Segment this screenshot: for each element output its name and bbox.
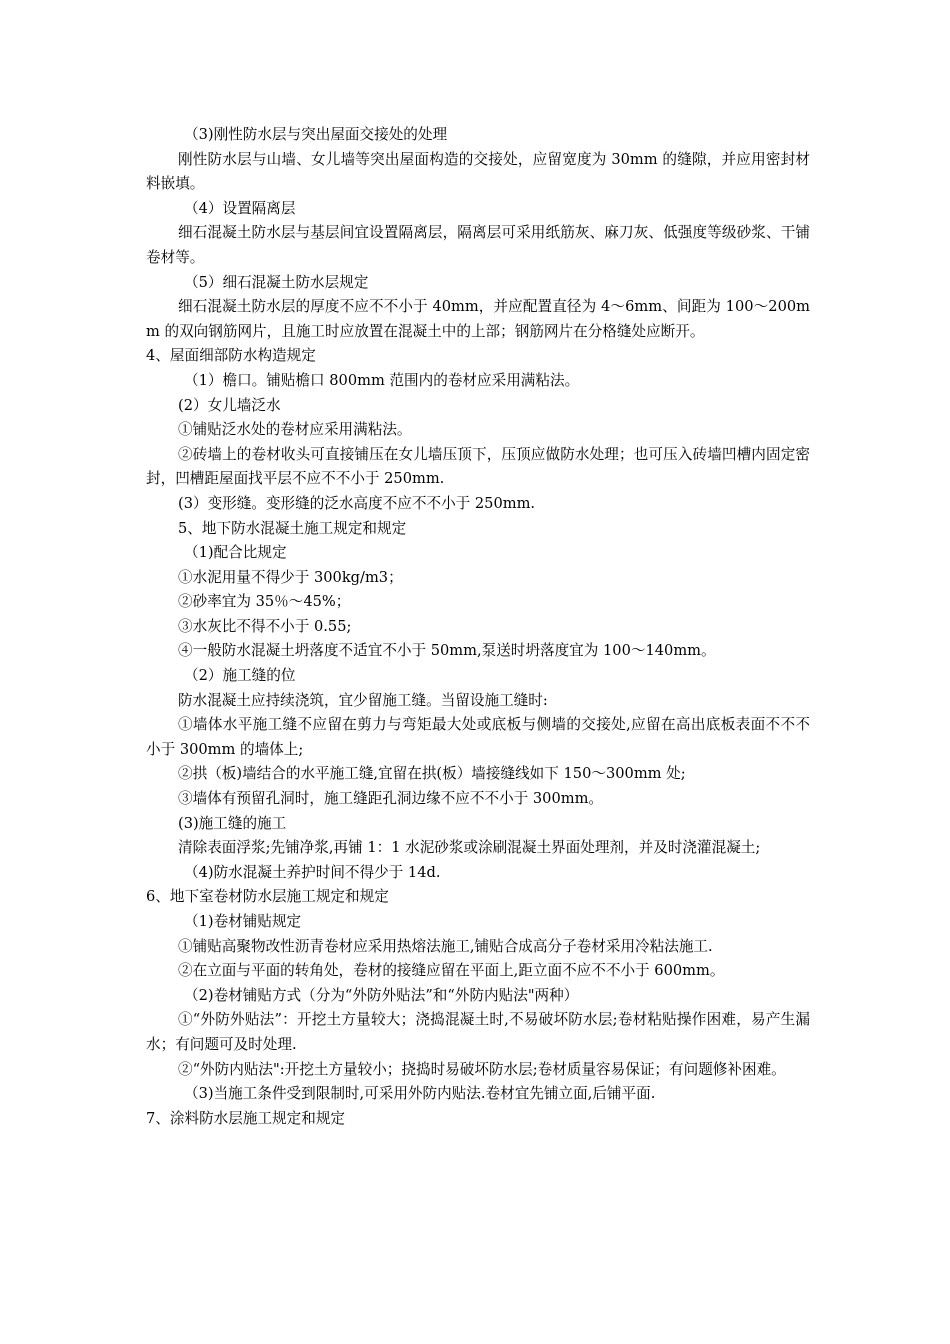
- paragraph: ①铺贴泛水处的卷材应采用满粘法。: [178, 421, 412, 439]
- paragraph: （2）施工缝的位: [184, 667, 296, 685]
- paragraph: 清除表面浮浆;先铺净浆,再铺 1：1 水泥砂浆或涂刷混凝土界面处理剂，并及时浇灌混凝土;: [178, 839, 761, 857]
- document-body: [146, 123, 810, 1131]
- paragraph: （3)刚性防水层与突出屋面交接处的处理: [184, 126, 448, 143]
- paragraph: (3)施工缝的施工: [178, 814, 287, 832]
- paragraph: (2）女儿墙泛水: [178, 396, 281, 414]
- paragraph: 防水混凝土应持续浇筑，宜少留施工缝。当留设施工缝时:: [178, 691, 548, 709]
- paragraph: 7、涂料防水层施工规定和规定: [146, 1109, 346, 1127]
- paragraph: （1)配合比规定: [184, 544, 287, 562]
- paragraph: 刚性防水层与山墙、女儿墙等突出屋面构造的交接处，应留宽度为 30mm 的缝隙，并应用密封材料嵌填。: [146, 150, 810, 193]
- paragraph: ④一般防水混凝土坍落度不适宜不小于 50mm,泵送时坍落度宜为 100～140mm。: [178, 642, 716, 660]
- paragraph: 细石混凝土防水层与基层间宜设置隔离层，隔离层可采用纸筋灰、麻刀灰、低强度等级砂浆、干铺卷材等。: [146, 224, 810, 266]
- paragraph: ②在立面与平面的转角处，卷材的接缝应留在平面上,距立面不应不不小于 600mm。: [178, 962, 725, 980]
- paragraph: （1)卷材铺贴规定: [184, 913, 302, 930]
- paragraph: ③墙体有预留孔洞时，施工缝距孔洞边缘不应不不小于 300mm。: [178, 790, 604, 808]
- paragraph: ③水灰比不得不小于 0.55;: [178, 617, 352, 635]
- paragraph: 5、地下防水混凝土施工规定和规定: [178, 519, 407, 537]
- paragraph: 细石混凝土防水层的厚度不应不不小于 40mm，并应配置直径为 4～6mm、间距为 100～200mm 的双向钢筋网片，且施工时应放置在混凝土中的上部；钢筋网片在分格缝处应断开。: [146, 298, 810, 340]
- paragraph: ②砂率宜为 35％～45%；: [178, 593, 351, 611]
- paragraph: （1）檐口。铺贴檐口 800mm 范围内的卷材应采用满粘法。: [184, 371, 580, 389]
- paragraph: （2)卷材铺贴方式（分为“外防外贴法”和“外防内贴法"两种）: [184, 986, 579, 1004]
- paragraph: （5）细石混凝土防水层规定: [184, 273, 369, 291]
- paragraph: ②拱（板)墙结合的水平施工缝,宜留在拱(板）墙接缝线如下 150～300mm 处;: [178, 765, 686, 783]
- paragraph: ①水泥用量不得少于 300kg/m3；: [178, 568, 403, 586]
- paragraph: ②砖墙上的卷材收头可直接铺压在女儿墙压顶下，压顶应做防水处理；也可压入砖墙凹槽内固定密封，凹槽距屋面找平层不应不不小于 250mm.: [146, 445, 810, 488]
- paragraph: 4、屋面细部防水构造规定: [146, 347, 316, 365]
- paragraph: ①“外防外贴法”：开挖土方量较大；浇捣混凝土时,不易破坏防水层;卷材粘贴操作困难，易产生漏水；有问题可及时处理.: [146, 1011, 810, 1053]
- paragraph: 6、地下室卷材防水层施工规定和规定: [146, 888, 389, 906]
- paragraph: （4）设置隔离层: [184, 199, 296, 217]
- paragraph: ②“外防内贴法":开挖土方量较小；挠捣时易破坏防水层;卷材质量容易保证；有问题修补困难。: [178, 1060, 786, 1078]
- paragraph: (3）变形缝。变形缝的泛水高度不应不不小于 250mm.: [178, 494, 536, 512]
- paragraph: （4)防水混凝土养护时间不得少于 14d.: [184, 863, 441, 881]
- paragraph: （3)当施工条件受到限制时,可采用外防内贴法.卷材宜先铺立面,后铺平面.: [184, 1085, 656, 1103]
- paragraph: ①铺贴高聚物改性沥青卷材应采用热熔法施工,铺贴合成高分子卷材采用冷粘法施工.: [178, 937, 713, 955]
- paragraph: ①墙体水平施工缝不应留在剪力与弯矩最大处或底板与侧墙的交接处,应留在高出底板表面不不不小于 300mm 的墙体上;: [146, 716, 810, 758]
